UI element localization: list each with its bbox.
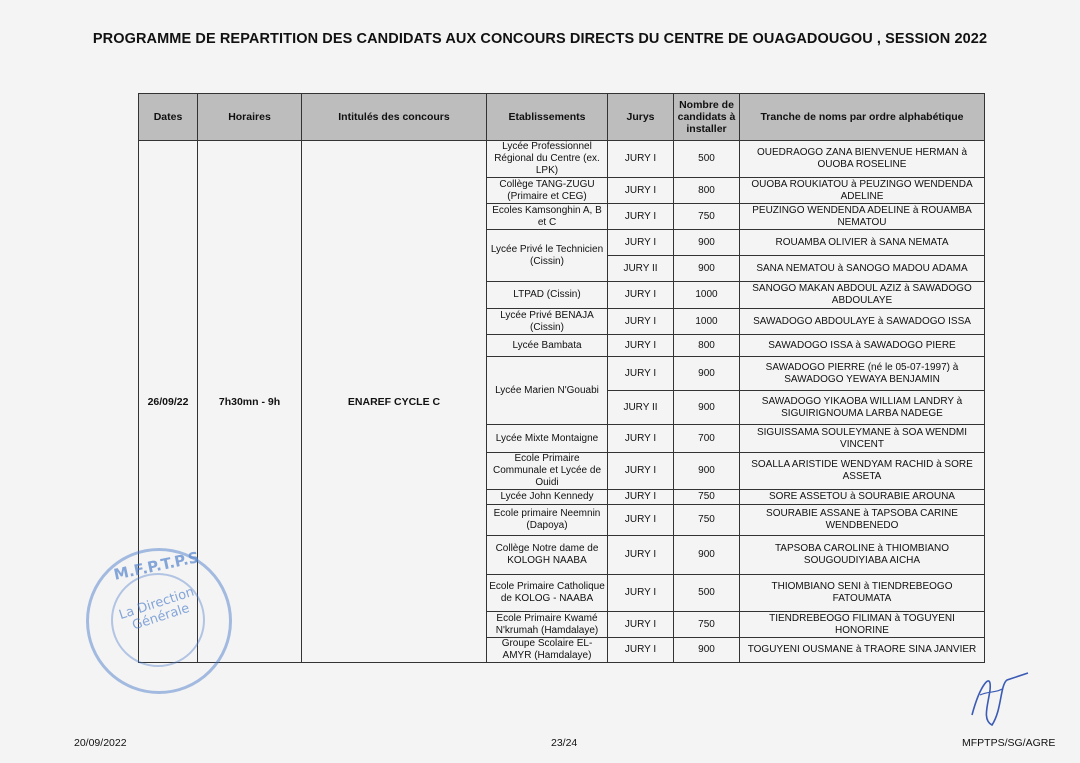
tranche-cell: SAWADOGO PIERRE (né le 05-07-1997) à SAWADOGO YEWAYA BENJAMIN (740, 357, 985, 391)
tranche-cell: ROUAMBA OLIVIER à SANA NEMATA (740, 230, 985, 256)
header-nombre: Nombre de candidats à installer (674, 94, 740, 141)
etablissement-cell: LTPAD (Cissin) (487, 282, 608, 309)
nombre-cell: 500 (674, 141, 740, 178)
tranche-cell: SANOGO MAKAN ABDOUL AZIZ à SAWADOGO ABDOULAYE (740, 282, 985, 309)
page-title: PROGRAMME DE REPARTITION DES CANDIDATS AUX CONCOURS DIRECTS DU CENTRE DE OUAGADOUGOU , SESSION 2022 (92, 31, 988, 47)
etablissement-cell: Ecole Primaire Catholique de KOLOG - NAABA (487, 575, 608, 612)
jury-cell: JURY I (608, 309, 674, 335)
tranche-cell: SAWADOGO ISSA à SAWADOGO PIERE (740, 335, 985, 357)
nombre-cell: 900 (674, 536, 740, 575)
header-tranche: Tranche de noms par ordre alphabétique (740, 94, 985, 141)
jury-cell: JURY II (608, 391, 674, 425)
tranche-cell: SORE ASSETOU à SOURABIE AROUNA (740, 490, 985, 505)
etablissement-cell: Groupe Scolaire EL-AMYR (Hamdalaye) (487, 638, 608, 663)
tranche-cell: THIOMBIANO SENI à TIENDREBEOGO FATOUMATA (740, 575, 985, 612)
jury-cell: JURY I (608, 536, 674, 575)
nombre-cell: 800 (674, 178, 740, 204)
official-stamp (86, 548, 232, 694)
nombre-cell: 750 (674, 612, 740, 638)
tranche-cell: OUOBA ROUKIATOU à PEUZINGO WENDENDA ADELINE (740, 178, 985, 204)
nombre-cell: 900 (674, 230, 740, 256)
etablissement-cell: Lycée Privé le Technicien (Cissin) (487, 230, 608, 282)
etablissement-cell: Lycée Professionnel Régional du Centre (ex. LPK) (487, 141, 608, 178)
stamp-outer-text: M.F.P.T.P.S (112, 548, 201, 584)
tranche-cell: SAWADOGO ABDOULAYE à SAWADOGO ISSA (740, 309, 985, 335)
header-intitules: Intitulés des concours (302, 94, 487, 141)
jury-cell: JURY I (608, 425, 674, 453)
tranche-cell: SOALLA ARISTIDE WENDYAM RACHID à SORE ASSETA (740, 453, 985, 490)
jury-cell: JURY II (608, 256, 674, 282)
header-dates: Dates (139, 94, 198, 141)
header-etablissements: Etablissements (487, 94, 608, 141)
jury-cell: JURY I (608, 490, 674, 505)
jury-cell: JURY I (608, 178, 674, 204)
nombre-cell: 500 (674, 575, 740, 612)
tranche-cell: TOGUYENI OUSMANE à TRAORE SINA JANVIER (740, 638, 985, 663)
etablissement-cell: Lycée John Kennedy (487, 490, 608, 505)
footer-reference: MFPTPS/SG/AGRE (962, 737, 1056, 749)
session-date: 26/09/22 (139, 141, 198, 663)
nombre-cell: 800 (674, 335, 740, 357)
tranche-cell: PEUZINGO WENDENDA ADELINE à ROUAMBA NEMATOU (740, 204, 985, 230)
jury-cell: JURY I (608, 230, 674, 256)
footer-page-number: 23/24 (551, 737, 578, 749)
table-header-row (139, 94, 985, 141)
nombre-cell: 700 (674, 425, 740, 453)
nombre-cell: 900 (674, 453, 740, 490)
nombre-cell: 750 (674, 490, 740, 505)
jury-cell: JURY I (608, 612, 674, 638)
nombre-cell: 900 (674, 256, 740, 282)
stamp-inner-text: La Direction Générale (117, 584, 197, 634)
nombre-cell: 1000 (674, 309, 740, 335)
etablissement-cell: Ecole primaire Neemnin (Dapoya) (487, 505, 608, 536)
header-jurys: Jurys (608, 94, 674, 141)
jury-cell: JURY I (608, 575, 674, 612)
session-concours: ENAREF CYCLE C (302, 141, 487, 663)
nombre-cell: 1000 (674, 282, 740, 309)
signature (962, 665, 1032, 730)
jury-cell: JURY I (608, 453, 674, 490)
nombre-cell: 750 (674, 204, 740, 230)
etablissement-cell: Lycée Privé BENAJA (Cissin) (487, 309, 608, 335)
nombre-cell: 900 (674, 357, 740, 391)
etablissement-cell: Ecole Primaire Kwamé N'krumah (Hamdalaye) (487, 612, 608, 638)
tranche-cell: OUEDRAOGO ZANA BIENVENUE HERMAN à OUOBA ROSELINE (740, 141, 985, 178)
tranche-cell: TIENDREBEOGO FILIMAN à TOGUYENI HONORINE (740, 612, 985, 638)
jury-cell: JURY I (608, 204, 674, 230)
etablissement-cell: Lycée Mixte Montaigne (487, 425, 608, 453)
etablissement-cell: Lycée Bambata (487, 335, 608, 357)
jury-cell: JURY I (608, 282, 674, 309)
etablissement-cell: Collège TANG-ZUGU (Primaire et CEG) (487, 178, 608, 204)
table-row (139, 141, 985, 178)
nombre-cell: 900 (674, 391, 740, 425)
tranche-cell: SANA NEMATOU à SANOGO MADOU ADAMA (740, 256, 985, 282)
jury-cell: JURY I (608, 638, 674, 663)
etablissement-cell: Lycée Marien N'Gouabi (487, 357, 608, 425)
jury-cell: JURY I (608, 141, 674, 178)
tranche-cell: SOURABIE ASSANE à TAPSOBA CARINE WENDBENEDO (740, 505, 985, 536)
tranche-cell: SIGUISSAMA SOULEYMANE à SOA WENDMI VINCENT (740, 425, 985, 453)
jury-cell: JURY I (608, 357, 674, 391)
jury-cell: JURY I (608, 335, 674, 357)
tranche-cell: SAWADOGO YIKAOBA WILLIAM LANDRY à SIGUIRIGNOUMA LARBA NADEGE (740, 391, 985, 425)
jury-cell: JURY I (608, 505, 674, 536)
tranche-cell: TAPSOBA CAROLINE à THIOMBIANO SOUGOUDIYIABA AICHA (740, 536, 985, 575)
etablissement-cell: Ecole Primaire Communale et Lycée de Ouidi (487, 453, 608, 490)
header-horaires: Horaires (198, 94, 302, 141)
nombre-cell: 750 (674, 505, 740, 536)
footer-date: 20/09/2022 (74, 737, 127, 749)
etablissement-cell: Collège Notre dame de KOLOGH NAABA (487, 536, 608, 575)
etablissement-cell: Ecoles Kamsonghin A, B et C (487, 204, 608, 230)
nombre-cell: 900 (674, 638, 740, 663)
candidate-distribution-table (138, 93, 985, 663)
session-horaire: 7h30mn - 9h (198, 141, 302, 663)
